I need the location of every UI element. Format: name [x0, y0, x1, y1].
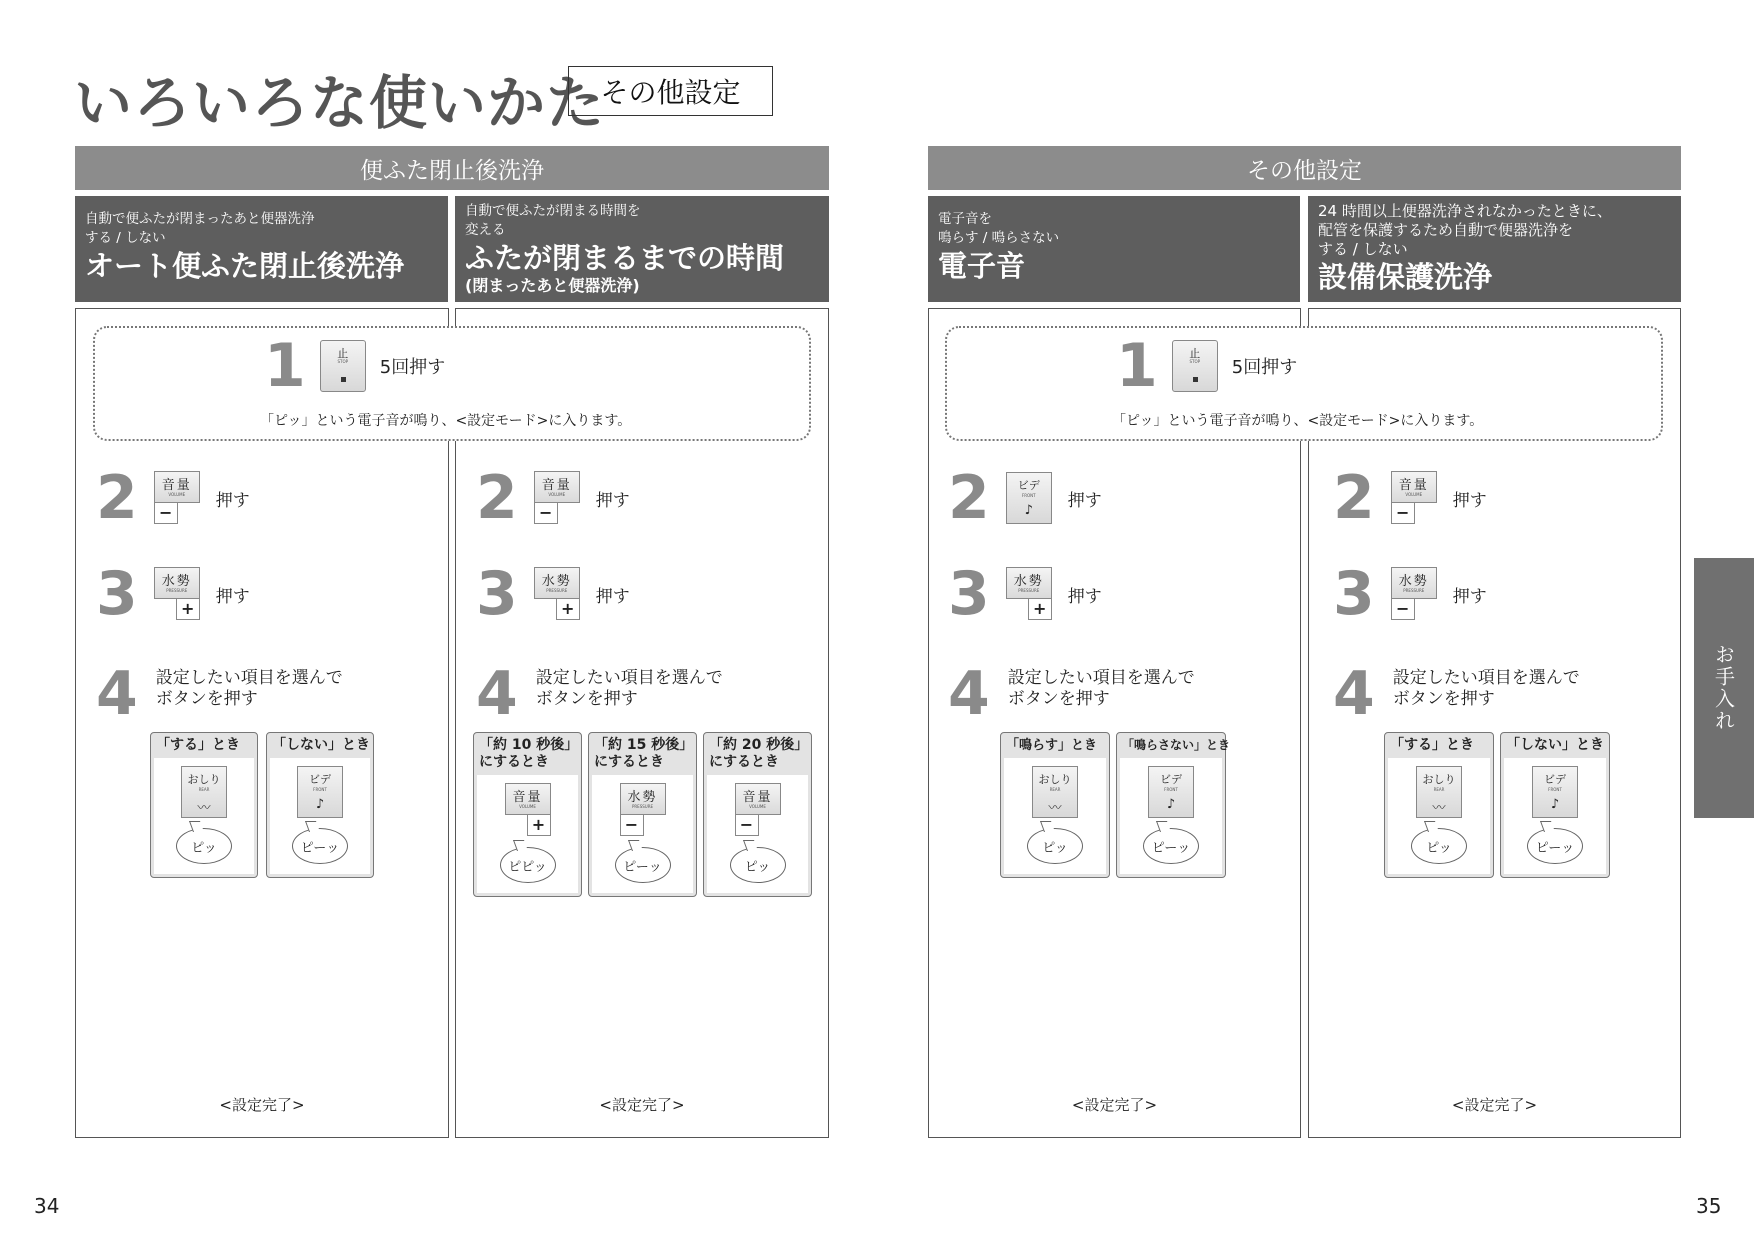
step-text: 押す	[1067, 490, 1102, 511]
button-sublabel: STOP	[1189, 359, 1201, 364]
option-card	[473, 732, 582, 897]
button-label: 止	[337, 347, 349, 360]
step-2	[96, 463, 250, 533]
volume-plus-button[interactable]: 音量 VOLUME +	[505, 783, 551, 837]
pressure-plus-button[interactable]	[154, 567, 200, 621]
header-protection-flush	[1308, 196, 1681, 302]
step-text: 設定したい項目を選んで ボタンを押す	[155, 668, 343, 709]
step-number: 4	[948, 659, 990, 729]
page-title: いろいろな使いかた	[74, 69, 606, 137]
plus-key: +	[176, 598, 200, 620]
front-spray-icon: ♪	[1024, 503, 1033, 518]
button-label: ビデ	[1017, 479, 1040, 492]
option-cards	[1384, 732, 1610, 878]
front-spray-icon: ♪	[1550, 797, 1560, 812]
step-2	[1333, 463, 1487, 533]
card-caption: 「鳴らす」とき	[1006, 738, 1098, 753]
button-sublabel: PRESSURE	[1403, 588, 1425, 593]
header-beep-sound	[928, 196, 1300, 302]
button-label: 音量	[1398, 478, 1429, 493]
step-4	[96, 659, 343, 729]
option-card	[1384, 732, 1494, 878]
rear-spray-icon: 〰	[1432, 801, 1446, 816]
step-3	[1333, 559, 1487, 629]
sound-bubble: ピッ	[176, 828, 232, 864]
step-2	[476, 463, 630, 533]
step-number: 2	[96, 463, 138, 533]
option-card	[266, 732, 374, 878]
card-caption: 「約 15 秒後」 にするとき	[594, 737, 694, 770]
section-bar-other-settings: その他設定	[928, 146, 1681, 190]
sound-bubble: ピーッ	[1143, 828, 1199, 864]
card-caption: 「する」とき	[156, 737, 240, 753]
step-1	[264, 331, 446, 401]
volume-minus-button[interactable]	[534, 471, 580, 525]
header-auto-lid-flush	[75, 196, 448, 302]
option-cards	[473, 732, 812, 897]
header-sub: 配管を保護するため自動で便器洗浄を	[1318, 221, 1574, 239]
button-sublabel: VOLUME	[1405, 492, 1423, 497]
pressure-minus-button[interactable]: 水勢 PRESSURE −	[620, 783, 666, 837]
button-sublabel: PRESSURE	[546, 588, 568, 593]
button-sublabel: VOLUME	[548, 492, 566, 497]
step-text: 5回押す	[379, 357, 446, 378]
button-sublabel: VOLUME	[168, 492, 186, 497]
step-text: 設定したい項目を選んで ボタンを押す	[1392, 668, 1580, 709]
header-sub: 電子音を	[938, 211, 992, 227]
stop-button[interactable]	[320, 340, 366, 392]
volume-minus-button[interactable]	[154, 471, 200, 525]
header-note: (閉まったあと便器洗浄)	[465, 276, 640, 295]
button-sublabel: PRESSURE	[1018, 588, 1040, 593]
card-caption: 「しない」とき	[1506, 737, 1604, 753]
step-text: 設定したい項目を選んで ボタンを押す	[535, 668, 723, 709]
front-button[interactable]	[1006, 472, 1052, 524]
minus-key: −	[154, 502, 178, 524]
card-caption: 「しない」とき	[272, 737, 370, 753]
button-label: 音量	[161, 478, 192, 493]
sound-bubble: ピッ	[1411, 828, 1467, 864]
step-3	[948, 559, 1102, 629]
page-number-left: 34	[34, 1194, 60, 1218]
option-card	[1000, 732, 1110, 878]
step-text: 押す	[595, 490, 630, 511]
pressure-plus-button[interactable]	[534, 567, 580, 621]
step1-note: 「ピッ」という電子音が鳴り、<設定モード>に入ります。	[1112, 413, 1484, 429]
volume-minus-button[interactable]: 音量 VOLUME −	[735, 783, 781, 837]
step-text: 押す	[1067, 586, 1102, 607]
setting-complete: <設定完了>	[1451, 1096, 1538, 1114]
header-sub: する / しない	[1318, 240, 1408, 258]
card-caption: 「する」とき	[1390, 737, 1474, 753]
card-caption: 「約 20 秒後」 にするとき	[709, 737, 809, 770]
side-tab-maintenance[interactable]: お手入れ	[1694, 558, 1754, 818]
option-cards	[150, 732, 374, 878]
step-text: 押す	[215, 490, 250, 511]
stop-button[interactable]	[1172, 340, 1218, 392]
header-lid-close-time	[455, 196, 829, 302]
plus-key: +	[556, 598, 580, 620]
step-text: 押す	[215, 586, 250, 607]
card-caption: 「約 10 秒後」 にするとき	[479, 737, 579, 770]
step-number: 1	[264, 331, 306, 401]
setting-complete: <設定完了>	[599, 1096, 685, 1114]
header-sub: 鳴らす / 鳴らさない	[938, 230, 1060, 246]
front-button[interactable]: ビデ FRONT ♪	[1532, 766, 1578, 818]
sound-bubble: ピッ	[1027, 828, 1083, 864]
option-card	[1116, 732, 1231, 878]
section-bar-lid-flush: 便ふた閉止後洗浄	[75, 146, 829, 190]
sound-bubble: ピッ	[730, 847, 786, 883]
step-number: 3	[476, 559, 518, 629]
minus-key: −	[735, 814, 759, 836]
button-label: 水勢	[541, 574, 572, 589]
step-2	[948, 463, 1102, 533]
category-label: その他設定	[568, 66, 773, 116]
step-number: 2	[476, 463, 518, 533]
step-text: 押す	[595, 586, 630, 607]
header-sub: 24 時間以上便器洗浄されなかったときに、	[1318, 202, 1612, 220]
step-number: 3	[948, 559, 990, 629]
step-text: 設定したい項目を選んで ボタンを押す	[1007, 668, 1195, 709]
card-caption: 「鳴らさない」とき	[1122, 738, 1231, 752]
rear-spray-icon: 〰	[197, 801, 211, 816]
step-number: 2	[948, 463, 990, 533]
step-3	[96, 559, 250, 629]
stop-dot-icon	[1193, 377, 1198, 382]
option-card	[588, 732, 697, 897]
rear-button[interactable]: おしり REAR 〰	[1416, 766, 1462, 818]
minus-key: −	[534, 502, 558, 524]
front-spray-icon: ♪	[1166, 797, 1176, 812]
header-sub: 自動で便ふたが閉まったあと便器洗浄	[85, 211, 315, 227]
step1-note: 「ピッ」という電子音が鳴り、<設定モード>に入ります。	[260, 413, 632, 429]
option-cards	[1000, 732, 1231, 878]
step-text: 押す	[1452, 490, 1487, 511]
step-text: 5回押す	[1231, 357, 1298, 378]
option-card	[703, 732, 812, 897]
header-main: 設備保護洗浄	[1318, 260, 1493, 294]
header-main: オート便ふた閉止後洗浄	[85, 249, 405, 283]
volume-minus-button[interactable]	[1391, 471, 1437, 525]
pressure-minus-button[interactable]	[1391, 567, 1437, 621]
rear-button[interactable]: おしり REAR 〰	[181, 766, 227, 818]
minus-key: −	[1391, 598, 1415, 620]
step-1	[1116, 331, 1298, 401]
plus-key: +	[527, 814, 551, 836]
sound-bubble: ピピッ	[500, 847, 556, 883]
step-number: 3	[96, 559, 138, 629]
header-main: ふたが閉まるまでの時間	[465, 241, 785, 275]
pressure-plus-button[interactable]	[1006, 567, 1052, 621]
step-4	[948, 659, 1195, 729]
button-label: 音量	[541, 478, 572, 493]
sound-bubble: ピーッ	[615, 847, 671, 883]
header-main: 電子音	[938, 249, 1026, 283]
step-number: 3	[1333, 559, 1375, 629]
button-label: 水勢	[161, 574, 192, 589]
page-number-right: 35	[1696, 1194, 1722, 1218]
step-number: 1	[1116, 331, 1158, 401]
header-sub: する / しない	[85, 230, 166, 246]
step-number: 4	[476, 659, 518, 729]
button-sublabel: PRESSURE	[166, 588, 188, 593]
rear-button[interactable]: おしり REAR 〰	[1032, 766, 1078, 818]
button-label: 止	[1189, 347, 1201, 360]
stop-dot-icon	[341, 377, 346, 382]
step-3	[476, 559, 630, 629]
option-card	[150, 732, 258, 878]
button-label: 水勢	[1013, 574, 1044, 589]
button-label: 水勢	[1398, 574, 1429, 589]
step-4	[1333, 659, 1580, 729]
rear-spray-icon: 〰	[1048, 801, 1062, 816]
button-sublabel: FRONT	[1021, 493, 1036, 498]
front-button[interactable]: ビデ FRONT ♪	[297, 766, 343, 818]
minus-key: −	[620, 814, 644, 836]
option-card	[1500, 732, 1610, 878]
minus-key: −	[1391, 502, 1415, 524]
step-number: 4	[1333, 659, 1375, 729]
sound-bubble: ピーッ	[292, 828, 348, 864]
step-number: 2	[1333, 463, 1375, 533]
front-spray-icon: ♪	[315, 797, 325, 812]
step-number: 4	[96, 659, 138, 729]
step-4	[476, 659, 723, 729]
button-sublabel: STOP	[337, 359, 349, 364]
plus-key: +	[1028, 598, 1052, 620]
header-sub: 変える	[465, 222, 506, 238]
sound-bubble: ピーッ	[1527, 828, 1583, 864]
header-sub: 自動で便ふたが閉まる時間を	[465, 203, 641, 219]
front-button[interactable]: ビデ FRONT ♪	[1148, 766, 1194, 818]
step-text: 押す	[1452, 586, 1487, 607]
setting-complete: <設定完了>	[219, 1096, 305, 1114]
setting-complete: <設定完了>	[1071, 1096, 1158, 1114]
